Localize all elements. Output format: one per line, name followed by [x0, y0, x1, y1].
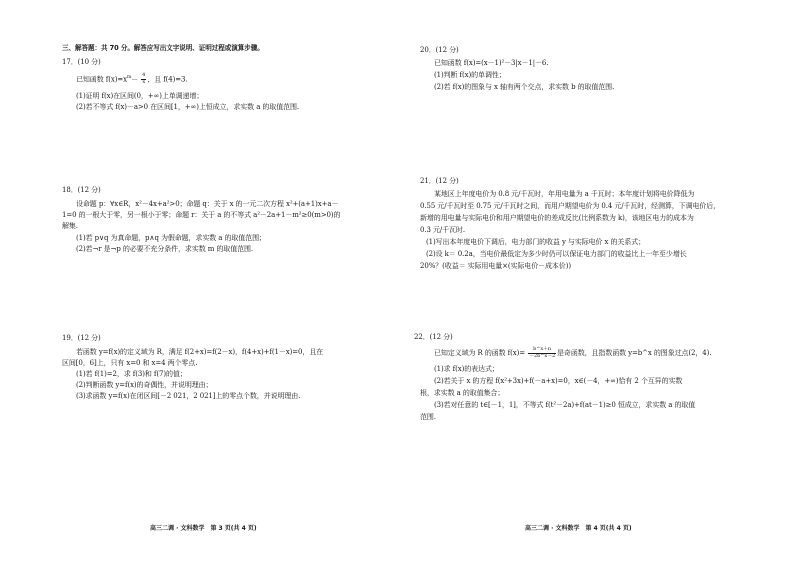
q21-line-2: 0.55 元/千瓦时至 0.75 元/千瓦时之间，而用户期望电价为 0.4 元/千瓦时，经测算，下调电价后， — [420, 202, 721, 210]
q18-line-5: (2)若¬r 是¬p 的必要不充分条件，求实数 m 的取值范围. — [76, 245, 254, 253]
q20-line-2: (1)判断 f(x)的单调性； — [434, 71, 506, 79]
q22-line-4: 根，求实数 a 的取值集合； — [420, 389, 505, 397]
q22-frac-num: b^x＋n — [528, 347, 556, 354]
q17-line-1-pre: 已知函数 f(x)=x — [76, 75, 127, 84]
q21-line-6: (2)设 k＝ 0.2a，当电价最低定为多少时仍可以保证电力部门的收益比上一年至少增长 — [426, 250, 687, 258]
section-heading: 三、解答题：共 70 分。解答应写出文字说明、证明过程或演算步骤。 — [62, 44, 264, 52]
q19-line-2: 区间[0，6]上，只有 x=0 和 x=4 两个零点. — [62, 359, 198, 367]
q18-line-3: 解集. — [62, 222, 78, 230]
q19-line-4: (2)判断函数 y=f(x)的奇偶性，并说明理由； — [76, 381, 213, 389]
q21-number: 21．(12 分) — [420, 177, 459, 185]
q17-frac-den: x — [142, 78, 146, 85]
q22-fraction — [528, 347, 556, 359]
q17-line-1-post: ，且 f(4)=3. — [147, 75, 188, 84]
q22-line-5: (3)若对任意的 t∈[－1，1]，不等式 f(t²－2a)+f(at－1)≥0 恒成立，求实数 a 的取值 — [434, 401, 696, 409]
page-footer-left: 高三二调 · 文科数学 第 3 页(共 4 页) — [150, 525, 257, 532]
q17-line-3: (2)若不等式 f(x)－a>0 在区间[1，+∞)上恒成立，求实数 a 的取值范围. — [76, 103, 300, 111]
q22-line-1-pre: 已知定义域为 R 的函数 f(x)= — [434, 349, 526, 357]
q21-line-1: 某地区上年度电价为 0.8 元/千瓦时，年用电量为 a 千瓦时；本年度计划将电价降低为 — [434, 190, 695, 198]
q18-line-2: 1=0 的一根大于零，另一根小于零；命题 r：关于 a 的不等式 a²－2a+1－m²≥0(m>0)的 — [62, 211, 341, 219]
q17-line-1 — [76, 73, 188, 85]
q22-number: 22．(12 分) — [414, 333, 453, 341]
q17-line-2: (1)证明 f(x)在区间(0，+∞)上单调递增； — [76, 92, 204, 100]
page-footer-right: 高三二调 · 文科数学 第 4 页(共 4 页) — [525, 525, 632, 532]
q19-number: 19．(12 分) — [62, 334, 101, 342]
q18-line-1: 设命题 p：∀x∈R，x²－4x+a²>0；命题 q：关于 x 的一元二次方程 x²+(a+1)x+a－ — [76, 200, 339, 208]
q17-number: 17．(10 分) — [62, 58, 101, 66]
q20-line-3: (2)若 f(x)的图象与 x 轴有两个交点，求实数 b 的取值范围. — [434, 83, 615, 91]
q22-line-1 — [434, 347, 711, 359]
q19-line-3: (1)若 f(1)=2，求 f(3)和 f(7)的值； — [76, 370, 187, 378]
q22-line-2: (1)求 f(x)的表达式； — [434, 365, 499, 373]
q17-fraction — [141, 73, 146, 85]
q22-frac-den: －2b^x－2 — [529, 352, 556, 359]
q17-exponent: m — [126, 75, 132, 80]
exam-page-right — [397, 0, 794, 562]
q22-line-3: (2)若关于 x 的方程 f(x²+3x)+f(－a+x)=0，x∈(－4，+∞)恰有 2 个互异的实数 — [434, 377, 683, 385]
q22-line-1-post: 是奇函数，且指数函数 y=b^x 的图象过点(2，4). — [557, 349, 712, 357]
q20-line-1: 已知函数 f(x)=(x－1)²－3|x－1|－6. — [434, 59, 549, 67]
q19-line-1: 若函数 y=f(x)的定义域为 R，满足 f(2+x)=f(2－x)，f(4+x)+f(1－x)=0，且在 — [76, 348, 324, 356]
q17-frac-num: 4 — [142, 72, 146, 79]
q19-line-5: (3)求函数 y=f(x)在闭区间[－2 021，2 021]上的零点个数，并说明理由. — [76, 392, 301, 400]
q18-number: 18．(12 分) — [62, 186, 101, 194]
q21-line-7: 20%？(收益＝ 实际用电量×(实际电价－成本价)) — [420, 262, 571, 270]
q20-number: 20．(12 分) — [420, 46, 459, 54]
q21-line-5: (1)写出本年度电价下调后，电力部门的收益 y 与实际电价 x 的关系式； — [426, 238, 646, 246]
q21-line-3: 新增的用电量与实际电价和用户期望电价的差成反比(比例系数为 k)，该地区电力的成本为 — [420, 214, 694, 222]
q21-line-4: 0.3 元/千瓦时. — [420, 226, 465, 234]
q18-line-4: (1)若 p∨q 为真命题，p∧q 为假命题，求实数 a 的取值范围； — [76, 234, 266, 242]
q22-line-6: 范围. — [420, 413, 436, 421]
q17-minus: － — [131, 75, 139, 84]
